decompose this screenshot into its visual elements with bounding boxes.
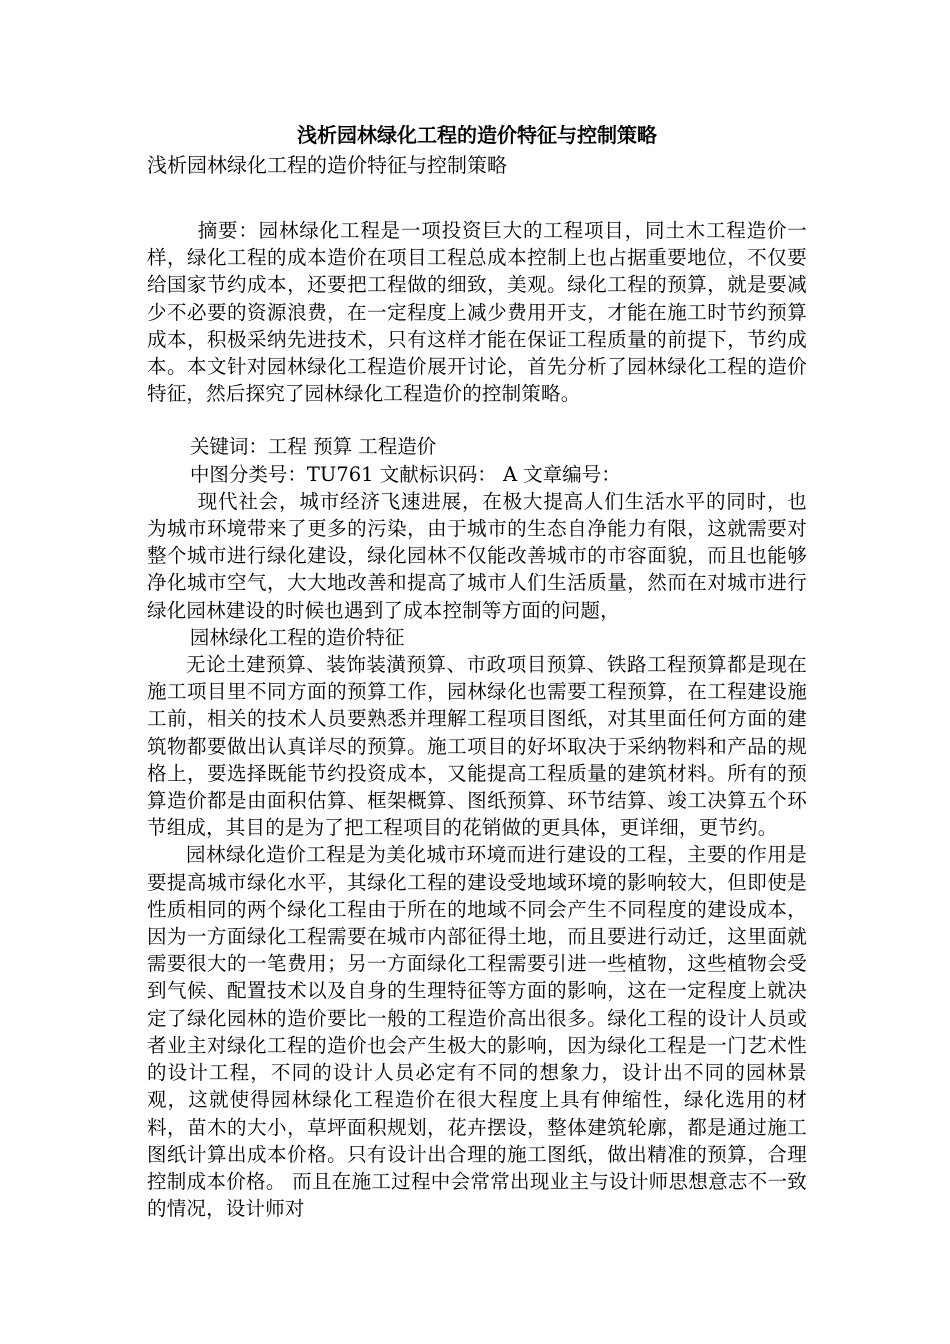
classification-line: 中图分类号：TU761 文献标识码： A 文章编号： xyxy=(189,462,621,486)
document-subtitle: 浅析园林绿化工程的造价特征与控制策略 xyxy=(147,153,507,177)
body-paragraph-1: 无论土建预算、装饰装潢预算、市政项目预算、铁路工程预算都是现在施工项目里不同方面的预算工作，园林绿化也需要工程预算，在工程建设施工前，相关的技术人员要熟悉并理解工程项目图纸，对其里面任何方面的建筑物都要做出认真详尽的预算。施工项目的好坏取决于采纳物料和产品的规格上，要选择既能节约投资成本，又能提高工程质量的建筑材料。所有的预算造价都是由面积估算、框架概算、图纸预算、环节结算、竣工决算五个环节组成，其目的是为了把工程项目的花销做的更具体，更详细，更节约。 xyxy=(147,653,807,840)
body-paragraph-2: 园林绿化造价工程是为美化城市环境而进行建设的工程，主要的作用是要提高城市绿化水平，其绿化工程的建设受地域环境的影响较大，但即使是性质相同的两个绿化工程由于所在的地域不同会产生不同程度的建设成本，因为一方面绿化工程需要在城市内部征得土地，而且要进行动迁，这里面就需要很大的一笔费用；另一方面绿化工程需要引进一些植物，这些植物会受到气候、配置技术以及自身的生理特征等方面的影响，这在一定程度上就决定了绿化园林的造价要比一般的工程造价高出很多。绿化工程的设计人员或者业主对绿化工程的造价也会产生极大的影响，因为绿化工程是一门艺术性的设计工程，不同的设计人员必定有不同的想象力，设计出不同的园林景观，这就使得园林绿化工程造价在很大程度上具有伸缩性，绿化选用的材料，苗木的大小，草坪面积规划，花卉摆设，整体建筑轮廓，都是通过施工图纸计算出成本价格。只有设计出合理的施工图纸，做出精准的预算，合理控制成本价格。 而且在施工过程中会常常出现业主与设计师思想意志不一致的情况，设计师对 xyxy=(147,843,807,1221)
spacer xyxy=(147,407,807,433)
document-title: 浅析园林绿化工程的造价特征与控制策略 xyxy=(297,123,657,147)
abstract-paragraph: 摘要：园林绿化工程是一项投资巨大的工程项目，同土木工程造价一样，绿化工程的成本造价在项目工程总成本控制上也占据重要地位，不仅要给国家节约成本，还要把工程做的细致，美观。绿化工程的预算，就是要减少不必要的资源浪费，在一定程度上减少费用开支，才能在施工时节约预算成本，积极采纳先进技术，只有这样才能在保证工程质量的前提下，节约成本。本文针对园林绿化工程造价展开讨论，首先分析了园林绿化工程的造价特征，然后探究了园林绿化工程造价的控制策略。 xyxy=(147,219,807,406)
keywords-line: 关键词：工程 预算 工程造价 xyxy=(189,435,437,459)
document-page xyxy=(147,120,807,1222)
intro-paragraph: 现代社会，城市经济飞速进展，在极大提高人们生活水平的同时，也为城市环境带来了更多的污染，由于城市的生态自净能力有限，这就需要对整个城市进行绿化建设，绿化园林不仅能改善城市的市容面貌，而且也能够净化城市空气，大大地改善和提高了城市人们生活质量，然而在对城市进行绿化园林建设的时候也遇到了成本控制等方面的问题， xyxy=(147,489,807,622)
spacer xyxy=(147,180,807,217)
section-heading: 园林绿化工程的造价特征 xyxy=(189,625,405,649)
